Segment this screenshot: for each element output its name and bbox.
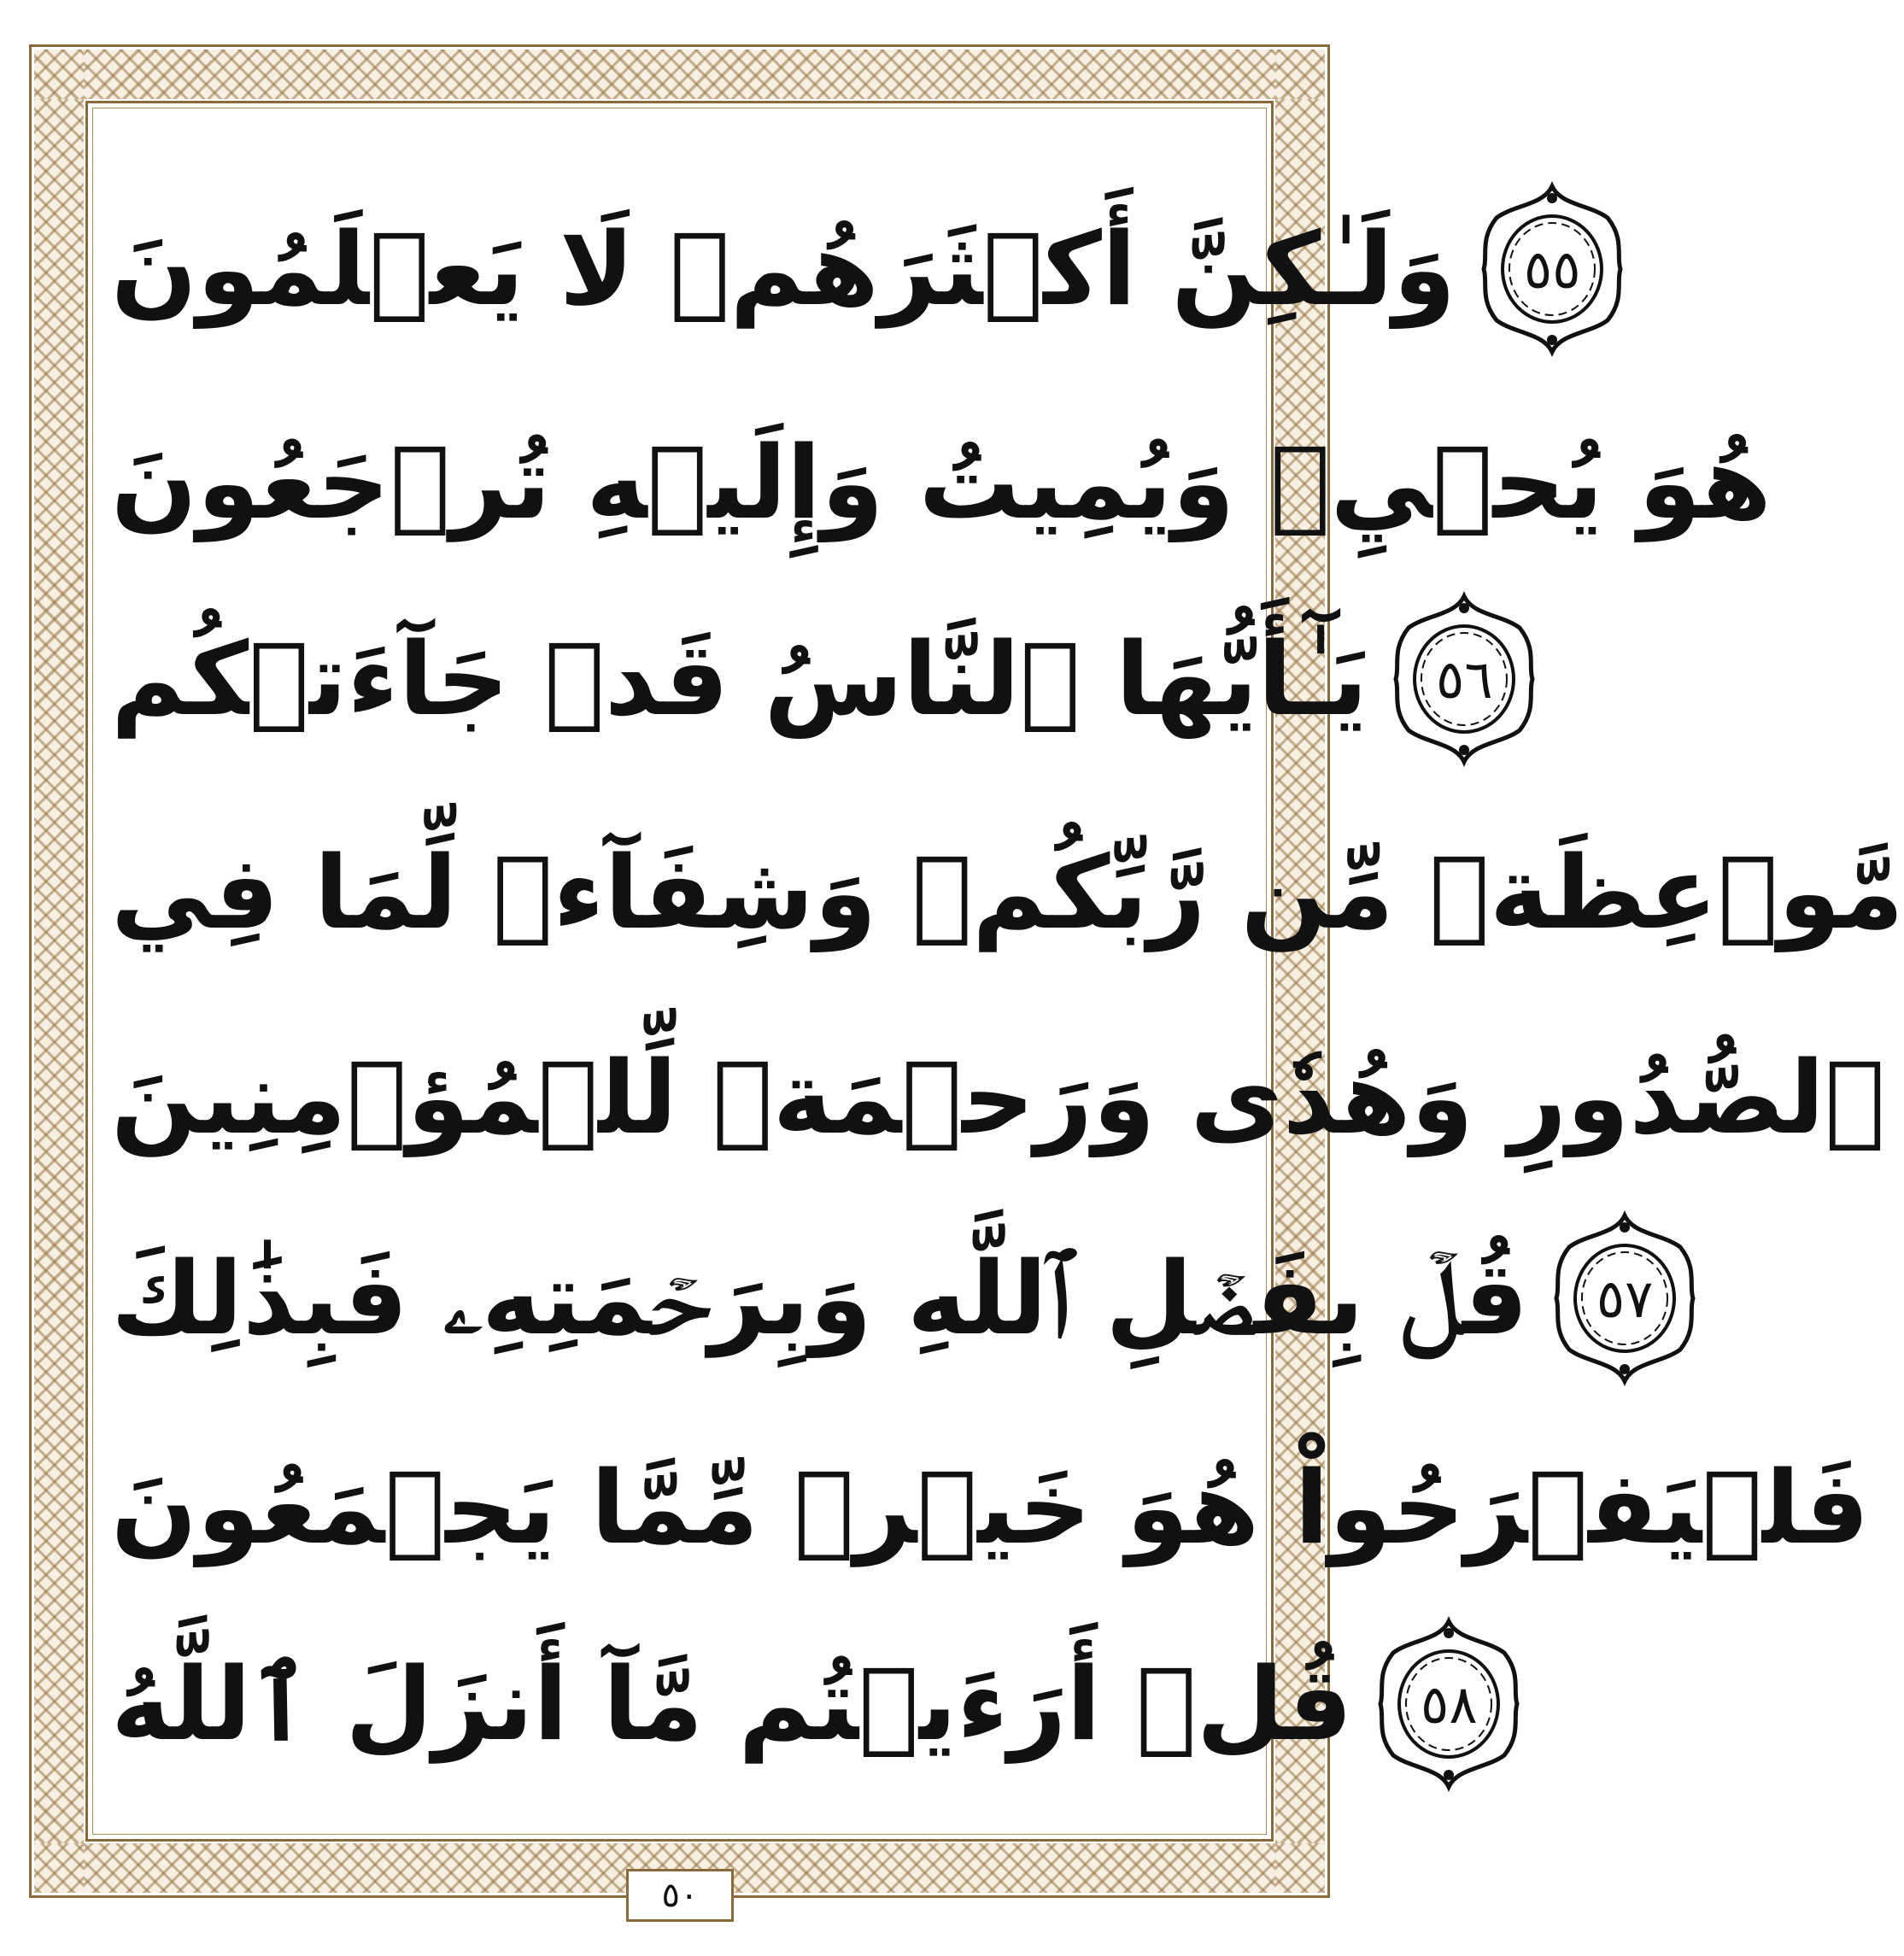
text-line-6 (111, 1200, 1654, 1397)
ayah-marker-55 (1479, 179, 1625, 359)
line-text: قُلۡ بِفَضۡلِ ٱللَّهِ وَبِرَحۡمَتِهِۦ فَبِذَٰلِكَ (111, 1239, 1529, 1357)
line-text: فَلۡيَفۡرَحُواْ هُوَ خَيۡرٞ مِّمَّا يَجۡمَعُونَ (111, 1449, 1870, 1567)
text-line-8 (111, 1606, 1478, 1802)
page-number-box (626, 1869, 734, 1922)
text-line-5 (111, 999, 1885, 1196)
line-text: ٱلصُّدُورِ وَهُدٗى وَرَحۡمَةٞ لِّلۡمُؤۡمِنِينَ (111, 1039, 1885, 1157)
text-line-1 (111, 171, 1581, 367)
line-text: وَلَـٰكِنَّ أَكۡثَرَهُمۡ لَا يَعۡلَمُونَ (111, 210, 1456, 328)
text-line-3 (111, 581, 1493, 777)
ayah-marker-56 (1391, 589, 1537, 769)
ayah-marker-57 (1552, 1209, 1697, 1388)
page-number: ٥٠ (661, 1876, 699, 1915)
line-text: مَّوۡعِظَةٞ مِّن رَّبِّكُمۡ وَشِفَآءٞ لِّمَا فِي (111, 834, 1904, 952)
line-text: هُوَ يُحۡيِۦ وَيُمِيتُ وَإِلَيۡهِ تُرۡجَعُونَ (111, 424, 1772, 542)
text-line-7 (111, 1409, 1870, 1606)
ayah-number: ٥٧ (1596, 1267, 1654, 1330)
ayah-number: ٥٨ (1421, 1672, 1478, 1736)
text-line-4 (111, 794, 1904, 991)
text-line-2 (111, 384, 1772, 581)
line-text: قُلۡ أَرَءَيۡتُم مَّآ أَنزَلَ ٱللَّهُ (111, 1645, 1353, 1763)
ayah-number: ٥٥ (1523, 237, 1581, 301)
ayah-marker-58 (1376, 1614, 1521, 1794)
ayah-number: ٥٦ (1436, 647, 1493, 711)
line-text: يَـٰٓأَيُّهَا ٱلنَّاسُ قَدۡ جَآءَتۡكُم (111, 620, 1368, 738)
